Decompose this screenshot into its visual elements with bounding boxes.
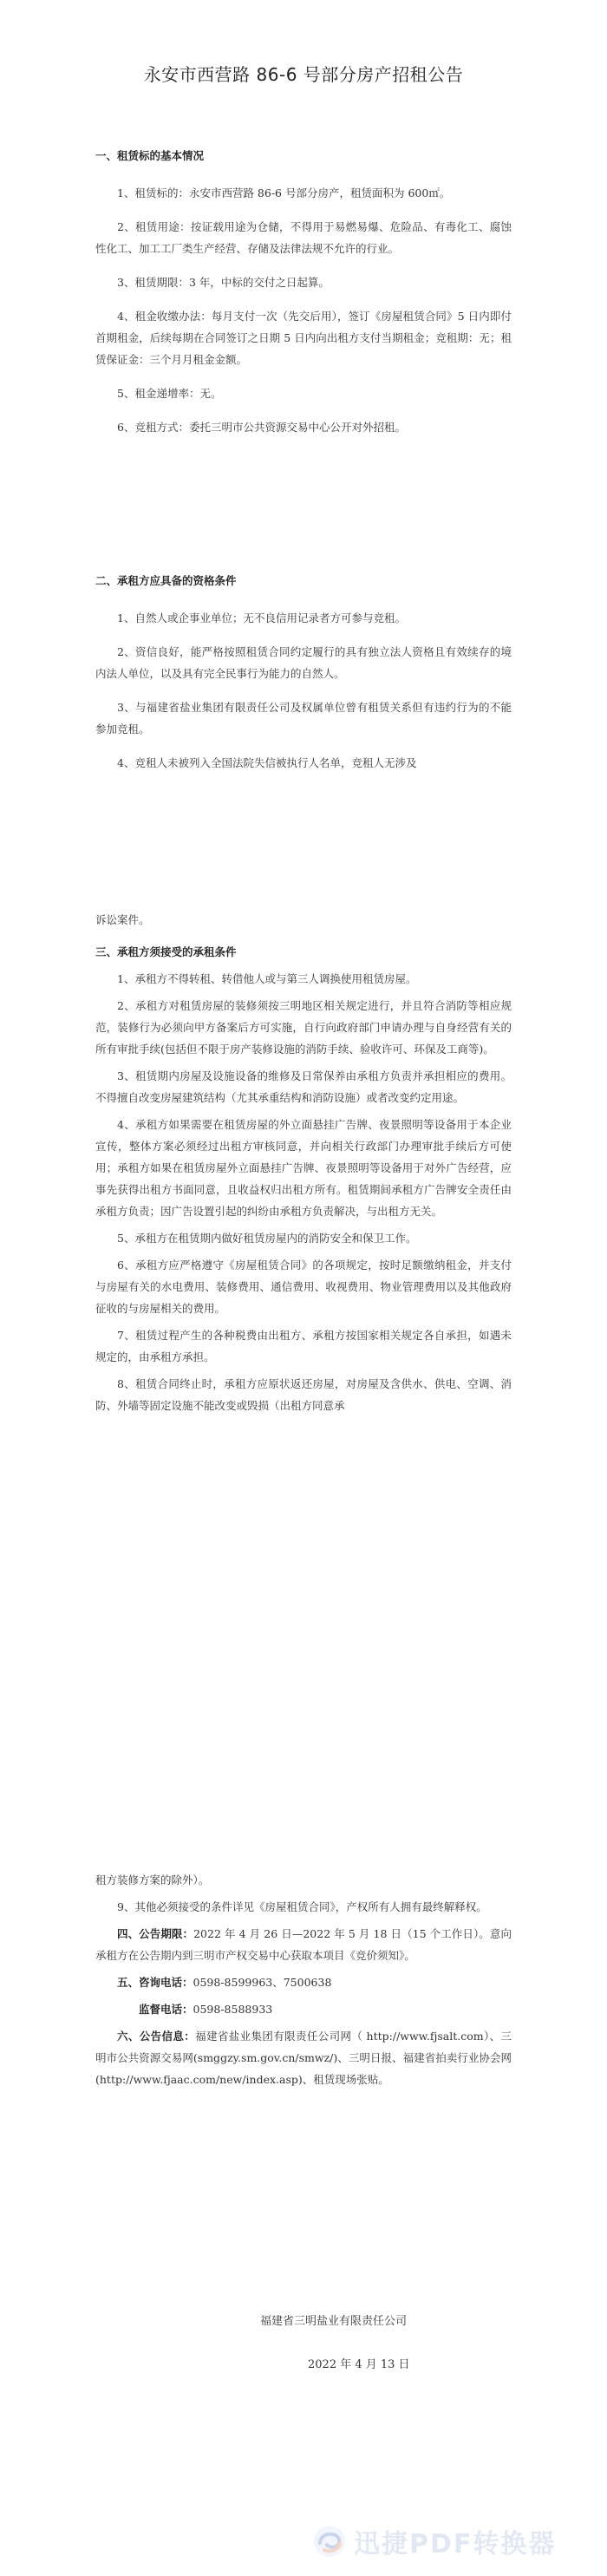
paragraph: 9、其他必须接受的条件详见《房屋租赁合同》，产权所有人拥有最终解释权。 bbox=[117, 1900, 487, 1913]
section-heading: 三、承租方须接受的承租条件 bbox=[95, 945, 237, 958]
watermark-text: 迅捷PDF转换器 bbox=[354, 2529, 557, 2560]
notice-period-text: 2022 年 4 月 26 日—2022 年 5 月 18 日（15 个工作日）。意向承租方在公告期内到三明市产权交易中心获取本项目《竞价须知》。 bbox=[95, 1927, 512, 1962]
notice-period bbox=[95, 1923, 512, 1966]
paragraph: 1、自然人或企事业单位；无不良信用记录者方可参与竞租。 bbox=[117, 611, 406, 624]
paragraph: 3、与福建省盐业集团有限责任公司及权属单位曾有租赁关系但有违约行为的不能参加竞租。 bbox=[95, 701, 512, 736]
paragraph: 8、租赁合同终止时，承租方应原状返还房屋，对房屋及含供水、供电、空调、消防、外墙等固定设施不能改变或毁损（出租方同意承 bbox=[95, 1377, 512, 1412]
paragraph: 1、承租方不得转租、转借他人或与第三人调换使用租赁房屋。 bbox=[117, 972, 417, 985]
section-heading: 一、租赁标的基本情况 bbox=[95, 149, 205, 162]
notice-period-label: 四、公告期限： bbox=[117, 1927, 194, 1940]
paragraph: 诉讼案件。 bbox=[95, 913, 150, 926]
paragraph: 5、承租方在租赁期内做好租赁房屋内的消防安全和保卫工作。 bbox=[117, 1232, 417, 1245]
paragraph: 3、租赁期限：3 年，中标的交付之日起算。 bbox=[117, 276, 330, 289]
signature-date: 2022 年 4 月 13 日 bbox=[308, 2358, 410, 2371]
consult-phone bbox=[95, 1971, 512, 1993]
swirl-logo-icon bbox=[312, 2524, 347, 2559]
consult-phone-label: 五、咨询电话： bbox=[117, 1976, 193, 1989]
signature-company: 福建省三明盐业有限责任公司 bbox=[260, 2315, 408, 2328]
paragraph: 6、承租方应严格遵守《房屋租赁合同》的各项规定，按时足额缴纳租金，并支付与房屋有关的水电费用、装修费用、通信费用、收视费用、物业管理费用以及其他政府征收的与房屋相关的费用。 bbox=[95, 1259, 512, 1315]
document-title: 永安市西营路 86-6 号部分房产招租公告 bbox=[143, 64, 464, 85]
section-basic-info bbox=[95, 147, 512, 450]
paragraph: 1、租赁标的：永安市西营路 86-6 号部分房产，租赁面积为 600㎡。 bbox=[117, 186, 451, 199]
section-lease-conditions bbox=[95, 944, 512, 1422]
paragraph: 2、租赁用途：按证载用途为仓储，不得用于易燃易爆、危险品、有毒化工、腐蚀性化工、加工工厂类生产经营、存储及法律法规不允许的行业。 bbox=[95, 220, 512, 255]
announcement-info-text: 福建省盐业集团有限责任公司网（ http://www.fjsalt.com）、三明市公共资源交易网(smggzy.sm.gov.cn/smwz/)、三明日报、福建省拍卖行业协会网(http://www.fjaac.com/new/index.asp)、租赁现场张贴。 bbox=[95, 2030, 512, 2086]
paragraph: 3、租赁期内房屋及设施设备的维修及日常保养由承租方负责并承担相应的费用。不得擅自改变房屋建筑结构（尤其承重结构和消防设施）或者改变约定用途。 bbox=[95, 1069, 512, 1104]
section-heading: 二、承租方应具备的资格条件 bbox=[95, 574, 237, 587]
paragraph: 4、竞租人未被列入全国法院失信被执行人名单，竞租人无涉及 bbox=[117, 756, 417, 769]
supervision-phone bbox=[95, 1998, 512, 2020]
supervision-phone-label: 监督电话： bbox=[139, 2003, 193, 2016]
section-qualifications bbox=[95, 572, 512, 786]
announcement-info bbox=[95, 2025, 512, 2090]
paragraph: 4、承租方如果需要在租赁房屋的外立面悬挂广告牌、夜景照明等设备用于本企业宣传，整体方案必须经过出租方审核同意，并向相关行政部门办理审批手续后方可使用；承租方如果在租赁房屋外立面悬挂广告牌、夜景照明等设备用于对外广告经营，应事先获得出租方书面同意，且收益权归出租方所有。租赁期间承租方广告牌安全责任由承租方负责；因广告设置引起的纠纷由承租方负责解决，与出租方无关。 bbox=[95, 1118, 512, 1218]
paragraph: 6、竞租方式：委托三明市公共资源交易中心公开对外招租。 bbox=[117, 421, 406, 434]
paragraph: 2、承租方对租赁房屋的装修须按三明地区相关规定进行，并且符合消防等相应规范，装修行为必须向甲方备案后方可实施，自行向政府部门申请办理与自身经营有关的所有审批手续(包括但不限于房产装修设施的消防手续、验收许可、环保及工商等)。 bbox=[95, 999, 512, 1056]
announcement-info-label: 六、公告信息： bbox=[117, 2030, 196, 2043]
paragraph: 租方装修方案的除外）。 bbox=[95, 1873, 210, 1886]
paragraph: 7、租赁过程产生的各种税费由出租方、承租方按国家相关规定各自承担，如遇未规定的，由承租方承担。 bbox=[95, 1329, 512, 1363]
watermark bbox=[312, 2520, 598, 2563]
page-continuation-2 bbox=[95, 1869, 512, 2095]
supervision-phone-text: 0598-8588933 bbox=[193, 2003, 273, 2016]
paragraph: 4、租金收缴办法：每月支付一次（先交后用），签订《房屋租赁合同》5 日内即付首期租金，后续每期在合同签订之日期 5 日内向出租方支付当期租金；竞租期：无；租赁保证金：三个月月租金金额。 bbox=[95, 310, 512, 366]
paragraph: 2、资信良好，能严格按照租赁合同约定履行的具有独立法人资格且有效续存的境内法人单位，以及具有完全民事行为能力的自然人。 bbox=[95, 645, 512, 680]
paragraph: 5、租金递增率：无。 bbox=[117, 387, 222, 400]
consult-phone-text: 0598-8599963、7500638 bbox=[193, 1976, 332, 1989]
page-continuation bbox=[95, 909, 512, 943]
